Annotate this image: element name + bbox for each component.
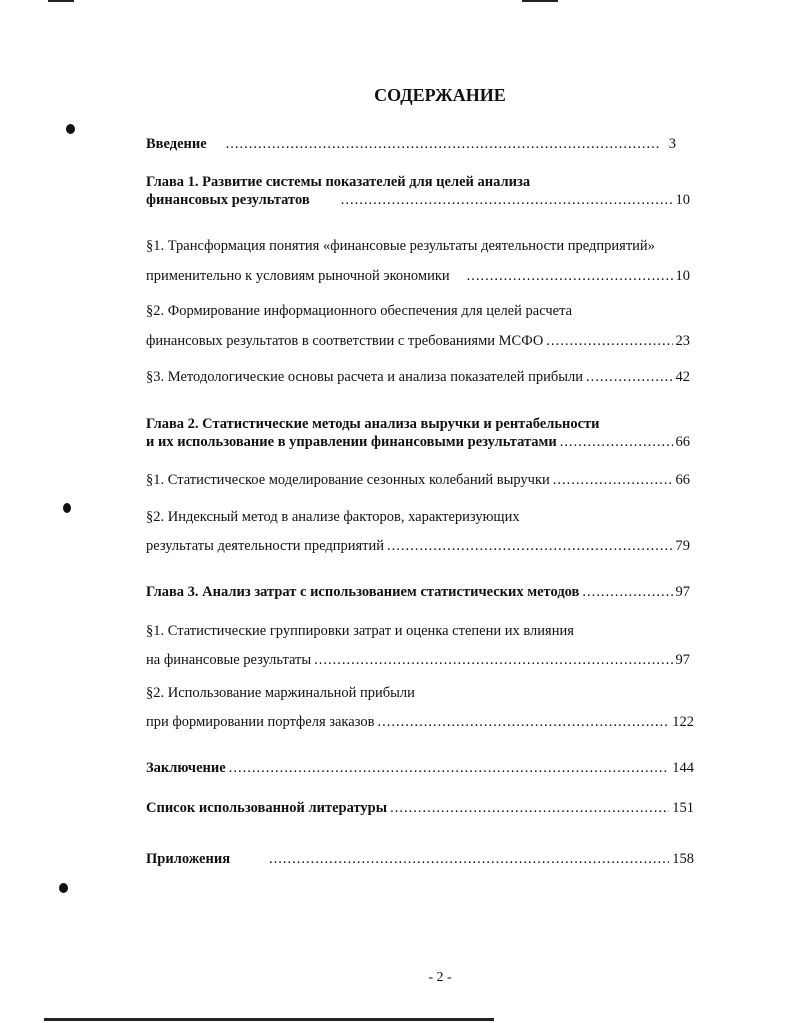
toc-entry-conclusion[interactable] — [146, 759, 694, 777]
page-number: - 2 - — [428, 970, 452, 985]
toc-entry-text: Список использованной литературы — [146, 800, 388, 816]
leader-dots — [269, 850, 669, 868]
toc-entry-page: 122 — [672, 714, 694, 730]
toc-entry-page: 42 — [675, 369, 690, 385]
toc-entry-ch2-section-1[interactable] — [146, 471, 694, 489]
toc-entry-page: 10 — [675, 192, 690, 208]
toc-entry-page: 79 — [675, 538, 690, 554]
toc-entry-ch1-section-1[interactable] — [146, 237, 694, 285]
leader-dots — [229, 759, 670, 777]
scan-artifact-top-right — [522, 0, 558, 2]
leader-dots — [553, 471, 673, 489]
toc-entry-ch3-section-2[interactable] — [146, 684, 694, 731]
toc-entry-text: финансовых результатов — [146, 192, 310, 208]
toc-entry-page: 3 — [668, 136, 676, 152]
punch-hole-3 — [59, 883, 68, 893]
leader-dots — [546, 332, 672, 350]
toc-entry-page: 10 — [675, 268, 690, 284]
toc-entry-text: Приложения — [146, 851, 231, 867]
toc-entry-line1: §1. Статистические группировки затрат и оценка степени их влияния — [146, 623, 574, 639]
toc-entry-ch2-section-2[interactable] — [146, 508, 694, 555]
toc-entry-page: 97 — [675, 584, 690, 600]
toc-entry-bibliography[interactable] — [146, 799, 694, 817]
scan-artifact-bottom — [44, 1018, 494, 1021]
toc-entry-line1: §2. Использование маржинальной прибыли — [146, 685, 415, 701]
toc-entry-line1: §2. Формирование информационного обеспечения для целей расчета — [146, 303, 573, 319]
toc-entry-page: 97 — [675, 652, 690, 668]
leader-dots — [314, 651, 672, 669]
leader-dots — [586, 368, 673, 386]
punch-hole-1 — [66, 124, 75, 134]
leader-dots — [341, 191, 673, 209]
toc-entry-text: применительно к условиям рыночной экономики — [146, 268, 450, 284]
toc-entry-line1: Глава 1. Развитие системы показателей для целей анализа — [146, 174, 531, 190]
leader-dots — [387, 537, 672, 555]
toc-entry-page: 23 — [675, 333, 690, 349]
toc-entry-appendices[interactable] — [146, 850, 694, 868]
toc-entry-text: Глава 3. Анализ затрат с использованием статистических методов — [146, 584, 580, 600]
toc-entry-text: результаты деятельности предприятий — [146, 538, 385, 554]
toc-entry-line1: §2. Индексный метод в анализе факторов, характеризующих — [146, 509, 520, 525]
toc-entry-text: §3. Методологические основы расчета и анализа показателей прибыли — [146, 369, 583, 385]
toc-entry-text: и их использование в управлении финансовыми результатами — [146, 434, 557, 450]
toc-entry-text: при формировании портфеля заказов — [146, 714, 375, 730]
toc-entry-chapter-1[interactable] — [146, 173, 694, 209]
toc-entry-page: 66 — [675, 434, 690, 450]
toc-entry-ch1-section-2[interactable] — [146, 302, 694, 350]
toc-entry-chapter-2[interactable] — [146, 415, 694, 451]
toc-entry-page: 158 — [672, 851, 694, 867]
toc-entry-text: Заключение — [146, 760, 226, 776]
toc-entry-page: 144 — [672, 760, 694, 776]
toc-entry-page: 66 — [675, 472, 690, 488]
toc-entry-text: Введение — [146, 136, 207, 152]
leader-dots — [582, 583, 672, 601]
toc-entry-text: финансовых результатов в соответствии с требованиями МСФО — [146, 333, 544, 349]
page-title: СОДЕРЖАНИЕ — [374, 85, 506, 105]
leader-dots — [467, 267, 673, 285]
toc-entry-line1: Глава 2. Статистические методы анализа выручки и рентабельности — [146, 416, 600, 432]
leader-dots — [390, 799, 669, 817]
toc-entry-ch1-section-3[interactable] — [146, 368, 694, 386]
punch-hole-2 — [63, 503, 71, 513]
leader-dots — [377, 713, 669, 731]
scan-artifact-top-left — [48, 0, 74, 2]
toc-entry-text: §1. Статистическое моделирование сезонных колебаний выручки — [146, 472, 550, 488]
toc-entry-ch3-section-1[interactable] — [146, 622, 694, 669]
leader-dots — [560, 433, 673, 451]
toc-entry-chapter-3[interactable] — [146, 583, 694, 601]
leader-dots — [226, 135, 660, 153]
toc-entry-text: на финансовые результаты — [146, 652, 312, 668]
toc-entry-line1: §1. Трансформация понятия «финансовые результаты деятельности предприятий» — [146, 238, 655, 254]
toc-entry-introduction[interactable] — [146, 135, 694, 153]
toc-entry-page: 151 — [672, 800, 694, 816]
